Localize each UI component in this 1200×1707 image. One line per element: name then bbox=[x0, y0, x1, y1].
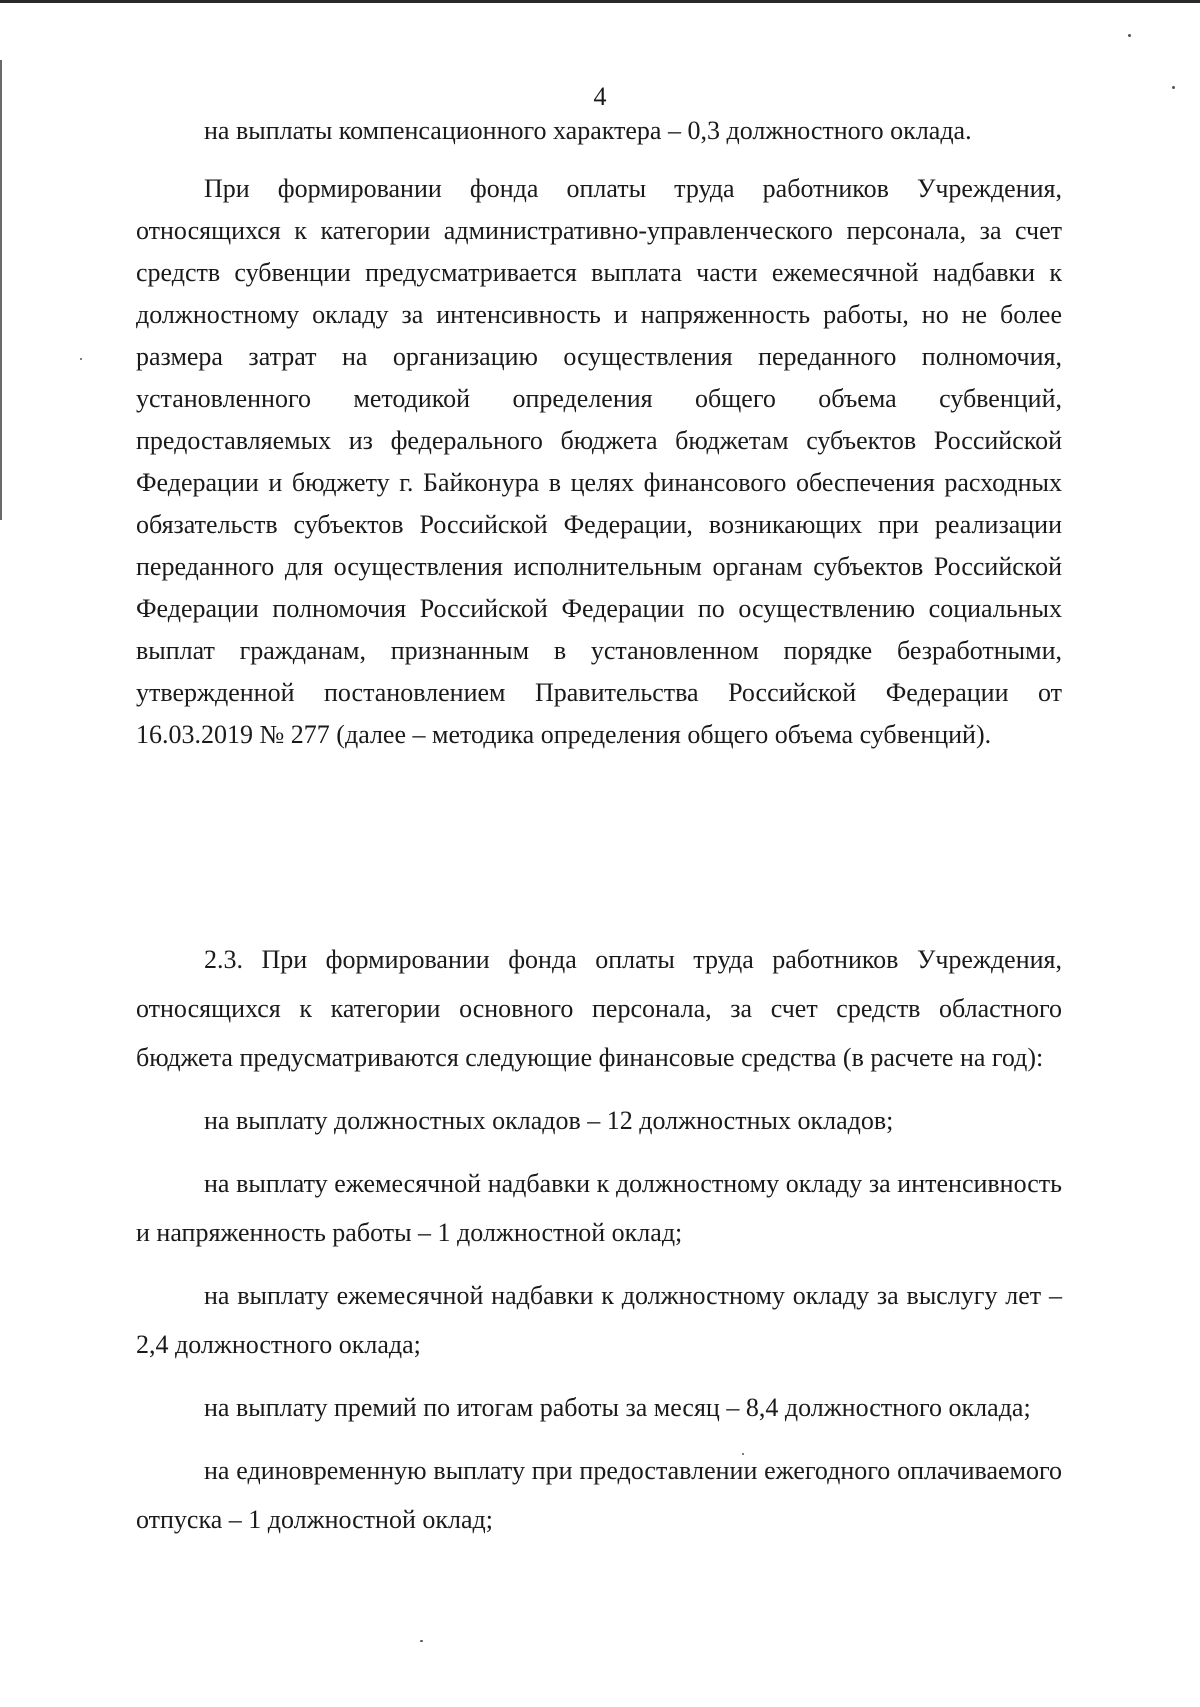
scan-top-edge bbox=[0, 0, 1200, 3]
list-item-intensity-bonus: на выплату ежемесячной надбавки к должностному окладу за интенсивность и напряженность работы – 1 должностной оклад; bbox=[136, 1169, 1062, 1247]
list-item-seniority-bonus: на выплату ежемесячной надбавки к должностному окладу за выслугу лет – 2,4 должностного оклада; bbox=[136, 1281, 1062, 1359]
scan-speck bbox=[1128, 34, 1131, 37]
paragraph-compensation: на выплаты компенсационного характера – 0,3 должностного оклада. bbox=[204, 116, 972, 145]
list-item-salaries: на выплату должностных окладов – 12 должностных окладов; bbox=[204, 1106, 894, 1135]
scan-speck bbox=[742, 1453, 744, 1455]
list-item-monthly-premium: на выплату премий по итогам работы за месяц – 8,4 должностного оклада; bbox=[204, 1393, 1031, 1422]
scan-speck bbox=[1172, 86, 1175, 89]
text-block-lower bbox=[136, 935, 1062, 1544]
scan-left-edge bbox=[0, 60, 2, 520]
paragraph-admin-staff-fund: При формировании фонда оплаты труда работников Учреждения, относящихся к категории административно-управленческого персонала, за счет средств субвенции предусматривается выплата части ежемесячной надбавки к должностному окладу за интенсивность и напряженность работы, но не более размера затрат на организацию осуществления переданного полномочия, установленного методикой определения общего объема субвенций, предоставляемых из федерального бюджета бюджетам субъектов Российской Федерации и бюджету г. Байконура в целях финансового обеспечения расходных обязательств субъектов Российской Федерации, возникающих при реализации переданного для осуществления исполнительным органам субъектов Российской Федерации полномочия Российской Федерации по осуществлению социальных выплат гражданам, признанным в установленном порядке безработными, утвержденной постановлением Правительства Российской Федерации от 16.03.2019 № 277 (далее – методика определения общего объема субвенций). bbox=[136, 174, 1062, 749]
text-block-upper bbox=[136, 110, 1062, 756]
paragraph-section-2-3: 2.3. При формировании фонда оплаты труда работников Учреждения, относящихся к категории основного персонала, за счет средств областного бюджета предусматриваются следующие финансовые средства (в расчете на год): bbox=[136, 945, 1062, 1072]
scan-speck bbox=[420, 1640, 423, 1642]
scan-speck bbox=[80, 358, 82, 360]
list-item-vacation-payment: на единовременную выплату при предоставлении ежегодного оплачиваемого отпуска – 1 должностной оклад; bbox=[136, 1456, 1062, 1534]
page-number: 4 bbox=[593, 82, 607, 111]
